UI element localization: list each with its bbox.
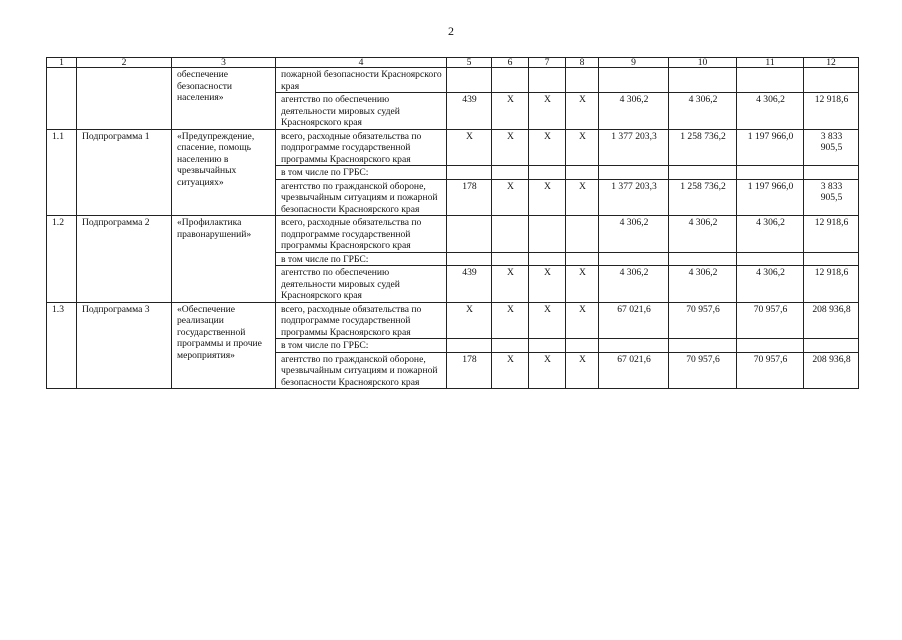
amount-cell: 4 306,2 (599, 266, 669, 303)
status-cell: Подпрограмма 1 (77, 129, 172, 216)
status-cell (77, 68, 172, 130)
code-cell: Х (492, 179, 529, 216)
status-cell: Подпрограмма 2 (77, 216, 172, 303)
row-number-cell: 1.1 (47, 129, 77, 216)
amount-cell: 70 957,6 (737, 352, 804, 389)
column-number: 4 (276, 58, 447, 68)
amount-cell: 1 258 736,2 (669, 179, 737, 216)
column-number: 9 (599, 58, 669, 68)
code-cell: Х (529, 266, 566, 303)
code-cell (492, 216, 529, 253)
code-cell: Х (492, 93, 529, 130)
amount-cell: 1 197 966,0 (737, 129, 804, 166)
code-cell: Х (566, 302, 599, 339)
code-cell: Х (566, 129, 599, 166)
column-number-row (47, 58, 859, 68)
column-number: 1 (47, 58, 77, 68)
table-row (47, 216, 859, 253)
code-cell: Х (566, 93, 599, 130)
responsible-cell: агентство по обеспечению деятельности мировых судей Красноярского края (276, 93, 447, 130)
amount-cell: 67 021,6 (599, 302, 669, 339)
grbs-cell (447, 216, 492, 253)
including-label: в том числе по ГРБС: (276, 252, 447, 266)
total-amount-cell: 3 833 905,5 (804, 179, 859, 216)
amount-cell: 4 306,2 (737, 266, 804, 303)
code-cell: Х (492, 302, 529, 339)
responsible-cell: всего, расходные обязательства по подпрограмме государственной программы Красноярского края (276, 216, 447, 253)
code-cell (566, 216, 599, 253)
table-row (47, 302, 859, 339)
row-number-cell (47, 68, 77, 130)
grbs-cell: 178 (447, 179, 492, 216)
code-cell: Х (529, 93, 566, 130)
column-number: 3 (172, 58, 276, 68)
code-cell: Х (529, 352, 566, 389)
code-cell: Х (529, 179, 566, 216)
budget-table (46, 57, 859, 389)
column-number: 12 (804, 58, 859, 68)
grbs-cell: 439 (447, 266, 492, 303)
responsible-cell: всего, расходные обязательства по подпрограмме государственной программы Красноярского края (276, 302, 447, 339)
code-cell: Х (566, 179, 599, 216)
responsible-cell: агентство по обеспечению деятельности мировых судей Красноярского края (276, 266, 447, 303)
page-number: 2 (448, 24, 454, 38)
code-cell: Х (492, 352, 529, 389)
row-number-cell: 1.3 (47, 302, 77, 389)
code-cell: Х (566, 352, 599, 389)
grbs-cell: 178 (447, 352, 492, 389)
column-number: 2 (77, 58, 172, 68)
program-name-cell: «Обеспечение реализации государственной программы и прочие мероприятия» (172, 302, 276, 389)
amount-cell: 1 377 203,3 (599, 179, 669, 216)
amount-cell: 70 957,6 (669, 302, 737, 339)
amount-cell: 4 306,2 (669, 216, 737, 253)
total-amount-cell: 12 918,6 (804, 216, 859, 253)
responsible-cell: всего, расходные обязательства по подпрограмме государственной программы Красноярского края (276, 129, 447, 166)
total-amount-cell: 3 833 905,5 (804, 129, 859, 166)
amount-cell: 1 377 203,3 (599, 129, 669, 166)
column-number: 8 (566, 58, 599, 68)
responsible-cell: агентство по гражданской обороне, чрезвычайным ситуациям и пожарной безопасности Красноярского края (276, 352, 447, 389)
program-name-cell: «Профилактика правонарушений» (172, 216, 276, 303)
amount-cell: 1 258 736,2 (669, 129, 737, 166)
amount-cell: 4 306,2 (669, 266, 737, 303)
column-number: 6 (492, 58, 529, 68)
including-label: в том числе по ГРБС: (276, 166, 447, 180)
responsible-cell: пожарной безопасности Красноярского края (276, 68, 447, 93)
amount-cell: 4 306,2 (669, 93, 737, 130)
total-amount-cell: 12 918,6 (804, 93, 859, 130)
code-cell: Х (492, 129, 529, 166)
grbs-cell: 439 (447, 93, 492, 130)
code-cell: Х (529, 302, 566, 339)
total-amount-cell: 208 936,8 (804, 352, 859, 389)
total-amount-cell: 208 936,8 (804, 302, 859, 339)
grbs-cell: Х (447, 129, 492, 166)
code-cell: Х (566, 266, 599, 303)
column-number: 11 (737, 58, 804, 68)
amount-cell: 70 957,6 (669, 352, 737, 389)
column-number: 7 (529, 58, 566, 68)
program-name-cell: обеспечение безопасности населения» (172, 68, 276, 130)
code-cell (529, 216, 566, 253)
table-row (47, 68, 859, 93)
grbs-cell: Х (447, 302, 492, 339)
column-number: 5 (447, 58, 492, 68)
amount-cell: 4 306,2 (599, 93, 669, 130)
amount-cell: 1 197 966,0 (737, 179, 804, 216)
responsible-cell: агентство по гражданской обороне, чрезвычайным ситуациям и пожарной безопасности Красноярского края (276, 179, 447, 216)
code-cell: Х (529, 129, 566, 166)
table-row (47, 129, 859, 166)
amount-cell: 70 957,6 (737, 302, 804, 339)
row-number-cell: 1.2 (47, 216, 77, 303)
status-cell: Подпрограмма 3 (77, 302, 172, 389)
total-amount-cell: 12 918,6 (804, 266, 859, 303)
amount-cell: 4 306,2 (599, 216, 669, 253)
amount-cell: 67 021,6 (599, 352, 669, 389)
amount-cell: 4 306,2 (737, 93, 804, 130)
amount-cell: 4 306,2 (737, 216, 804, 253)
code-cell: Х (492, 266, 529, 303)
column-number: 10 (669, 58, 737, 68)
including-label: в том числе по ГРБС: (276, 339, 447, 353)
program-name-cell: «Предупреждение, спасение, помощь населению в чрезвычайных ситуациях» (172, 129, 276, 216)
